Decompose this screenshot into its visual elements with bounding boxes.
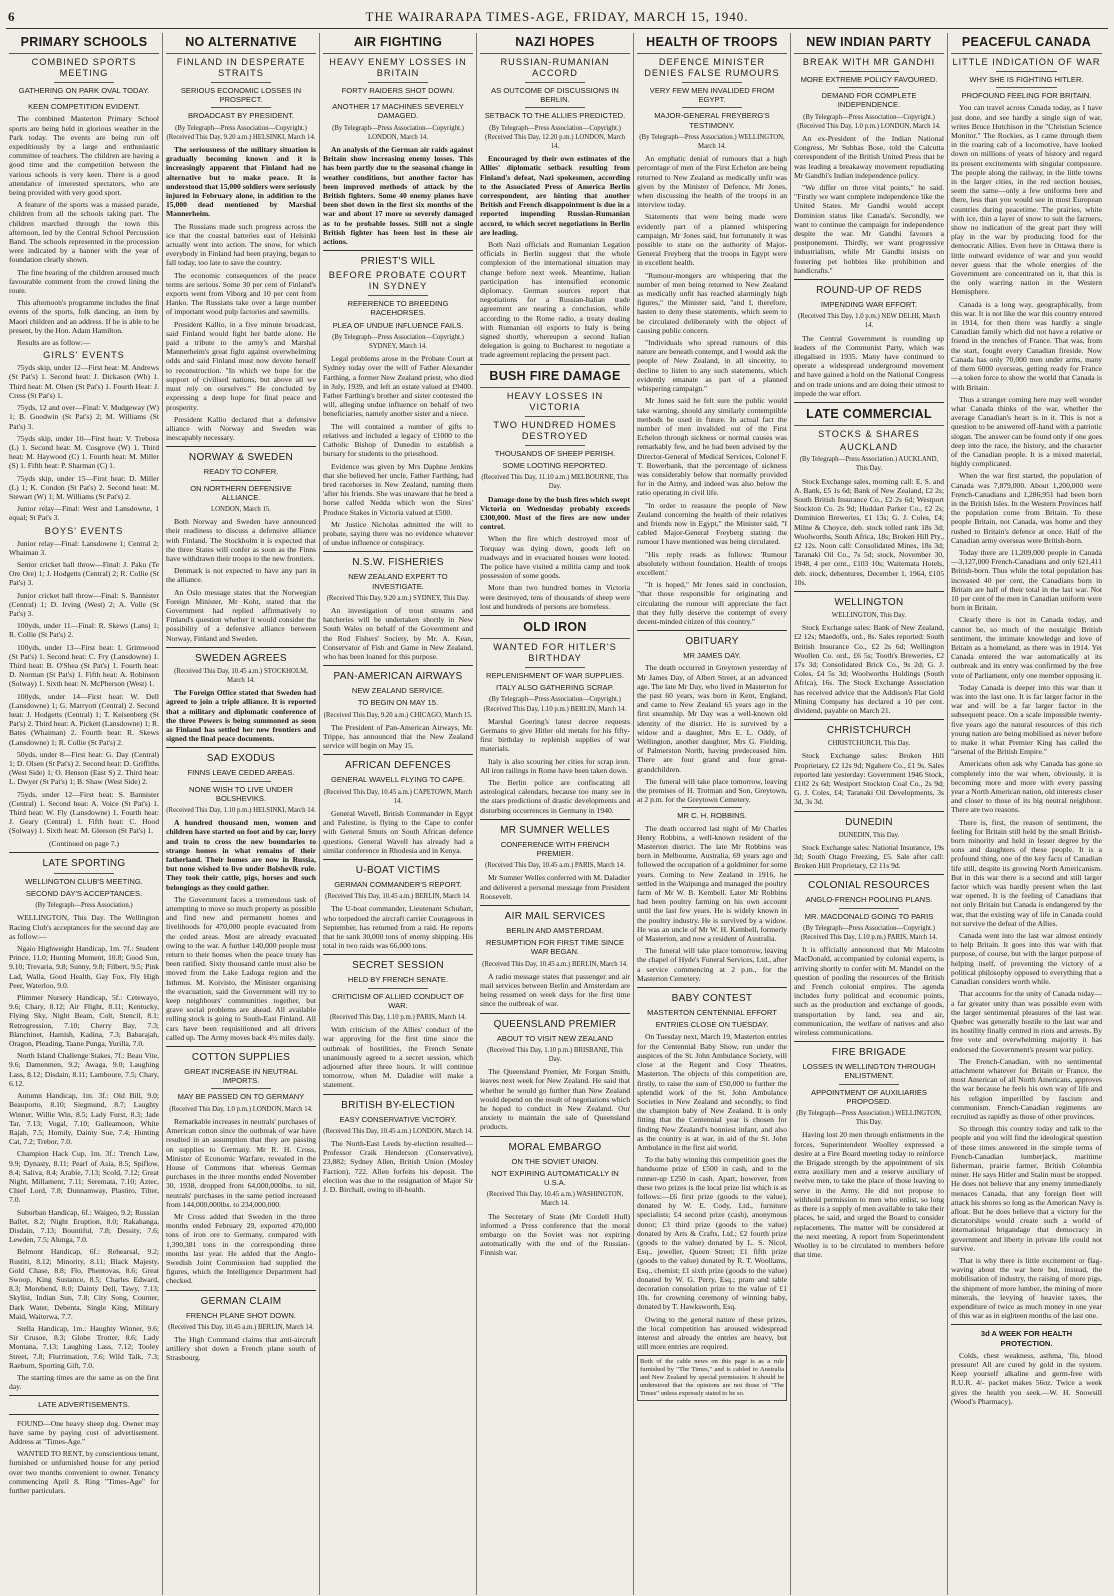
paragraph: The fine bearing of the children aroused much favourable comment from the crowd lining the route. [9, 267, 159, 296]
headline-health-of-troops: HEALTH OF TROOPS [637, 35, 787, 54]
result: Senior cricket ball throw—Final: J. Paku (Te Ore Ore) 1; J. Hodgetts (Central) 2; R. Collie (St Pat's) 3. [9, 559, 159, 588]
headline-u-boat: U-BOAT VICTIMS [355, 865, 441, 876]
paragraph: The President of Pan-American Airways, Mr. Trippe, has announced that the New Zealand service will begin on May 15. [323, 722, 473, 751]
credit: (Received This Day, 1.0 p.m.) NEW DELHI, March 14. [797, 313, 940, 330]
headline-nsw-fisheries: N.S.W. FISHERIES [352, 557, 444, 569]
subhead: SERIOUS ECONOMIC LOSSES IN PROSPECT. [180, 86, 302, 105]
subhead: FINNS LEAVE CEDED AREAS. [187, 768, 295, 778]
paragraph: Damage done by the bush fires which swept Victoria on Wednesday probably exceeds £300,000. Most of the fires are now under control. [480, 494, 630, 532]
credit: (Received This Day, 1.10 p.m.) PARIS, March 14. [329, 1014, 467, 1022]
column-1 [6, 33, 163, 1595]
subhead: ENTRIES CLOSE ON TUESDAY. [655, 1020, 769, 1030]
paragraph: President Kallio declared that a defensive alliance with Norway and Sweden was inescapably necessary. [166, 414, 316, 443]
paragraph: Owing to the general nature of these prizes, the local competition has aroused widespread interest and already the entries are heavy, but still more entries are required. [637, 1314, 787, 1352]
subhead: PROFOUND FEELING FOR BRITAIN. [961, 91, 1092, 101]
subhead: VERY FEW MEN INVALIDED FROM EGYPT. [649, 86, 775, 105]
paragraph: An ex-President of the Indian National Congress, Mr Subhas Bose, told the Calcutta correspondent of the British United Press that he was leading a breakaway movement repudiating Mr Gandhi's Indian independence policy. [794, 134, 944, 180]
subhead: NOT EXPIRING AUTOMATICALLY IN U.S.A. [491, 1168, 619, 1188]
paragraph: The French-Canadian, with no sentimental attachment whatever for Britain or France, the most American of all North Americans, approves the war because he feels his own way of life and his religion imperilled by fascism and communism. French-Canadian regiments are recruited as rapidly as those of other provinces. [951, 1056, 1102, 1121]
paragraph: When the fire which destroyed most of Torquay was dying down, goods left on roadways and in evacuated houses were looted. The police have visited a militia camp and took possession of some goods. [480, 534, 630, 581]
paragraph: An emphatic denial of rumours that a high percentage of men of the First Echelon are being returned to New Zealand as medically unfit was given by the Minister of Defence, Mr Jones, when discussing the health of the troops in an interview today. [637, 154, 787, 210]
paragraph: That accounts for the unity of Canada today—a far greater unity than was possible even with the larger sentimental pleasures of the last war. Quebec was generally hostile to the last war and its hostility finally centred in riots and arrests. By free vote and overwhelming majority it has endorsed the Government's present war policy. [951, 989, 1102, 1054]
paragraph: On Tuesday next, March 19, Masterton entries for the Centennial Baby Show, run under the auspices of the St. John Ambulance Society, will close at the Regent and Cosy Theatres, Masterton. The objects of this competition are, firstly, to raise the sum of £50,000 to further the splendid work of the St. John Ambulance Societies in New Zealand and secondly, to find the champion baby of New Zealand. It is only fitting that the Centennial year is chosen for finding New Zealand's bonniest infant, and also as the country is at war, in aid of the St. John Ambulance in the first aid world. [637, 1032, 787, 1152]
paragraph: The Government faces a tremendous task of attempting to move so much property as possible and find new and permanent homes and livelihoods for 470,000 people evacuated from the ceded areas. Most are already evacuated owing to the war. A further 140,000 people must return to their homes when the peace treaty has been ratified. Sixty thousand cattle must also be moved from the Lake Ladoga region and the Isthmus. M. Koivisto, the Minister organising the evacuation, said the Government will try to keep neighbours' communities together, but grave social problems are ahead. All available rolling stock is going to South-East Finland. All cars have been requisitioned and all drivers called up. The Army moves back 4½ miles daily. [166, 894, 316, 1042]
headline-dunedin: DUNEDIN [845, 816, 893, 828]
credit: (By Telegraph—Press Association—Copyright.) (Received This Day, 9.20 a.m.) HELSINKI, March 14. [166, 124, 316, 141]
headline-obituary: OBITUARY [685, 636, 739, 648]
paragraph: The economic consequences of the peace terms are serious. Some 30 per cent of Finland's exports went from Viborg and 10 per cent from Hanko. The Russians take over a large number of important wood pulp factories and sawmills. [166, 270, 316, 317]
headline-christchurch: CHRISTCHURCH [826, 725, 912, 737]
paragraph: Canada is a long way, geographically, from this war. It is not like the war this country entered in 1914, for then there was hardly a single Canadian family which did not have a relative or friend in the trenches of France. That was, from the start, fought every Canadian fireside. Now Canada has only 70,000 men under arms, many of them 6000 overseas, getting ready for France—a token force to show the world that Canada is with Britain. [951, 299, 1102, 392]
subhead: ANOTHER 17 MACHINES SEVERELY DAMAGED. [332, 102, 464, 121]
paragraph: "Individuals who spread rumours of this nature are beneath contempt, and I would ask the people of New Zealand, in all sincerity, to decline to listen to any such statements, which evidently emanate as part of a planned whispering campaign." [637, 338, 787, 394]
headline-by-election: BRITISH BY-ELECTION [341, 1099, 455, 1111]
headline-colonial-resources: COLONIAL RESOURCES [808, 880, 930, 892]
paragraph: When the war first started, the population of Canada was 7,879,000. About 1,200,000 were French-Canadians and 1,286,951 had been born in the British Isles. In the Western Provinces half the population come from Britain. To these people Britain, not Canada, was home and they rushed to Britain's defence at once. Half of the Canadian army overseas were British-born. [951, 471, 1102, 545]
paragraph: Autumn Handicap, 1m. 3f.: Old Bill, 9.0; Beauporto, 8.10; Siegmund, 8.7; Laughty Winner, Willie Win, 8.5; Lady Furst, 8.3; Jade Tar, 7.13; Vogal, 7.10; Galleamoon, White Rajah, 7.5; Homily, Dainty Sue, 7.4; Hunting Cat, 7.2; Trebor, 7.0. [9, 1091, 159, 1147]
paragraph: Italy is also scouring her cities for scrap iron. All iron railings in Rome have been taken down. [480, 756, 630, 775]
continued-note: (Continued on page 7.) [48, 838, 120, 848]
subhead: ITALY ALSO GATHERING SCRAP. [496, 683, 614, 693]
paragraph: Mr Justice Nicholas admitted the will to probate, saying there was no evidence whatever of undue influence or conspiracy. [323, 519, 473, 548]
subhead: IMPENDING WAR EFFORT. [820, 300, 918, 310]
subhead: ABOUT TO VISIT NEW ZEALAND [496, 1033, 614, 1043]
paragraph: An Oslo message states that the Norwegian Foreign Minister, Mr Koht, stated that the Government had replied affirmatively to Finland's question whether it would consider the possibility of a defensive alliance between Norway, Finland and Sweden. [166, 587, 316, 643]
credit: (By Telegraph—Press Association.) WELLINGTON, This Day. [796, 1110, 942, 1127]
headline-queensland-premier: QUEENSLAND PREMIER [493, 1018, 617, 1030]
paragraph: That is why there is little excitement or flag-waving about the war here but, instead, the mobilisation of industry, the raising of more pigs, the shipment of more lumber, the mining of more minerals, the levying of heavier taxes, the expenditure of twice as much money in one year of this war as in eighteen months of the last one. [951, 1255, 1102, 1321]
paragraph: Results are as follow:— [17, 338, 91, 348]
subhead: FINLAND IN DESPERATE STRAITS [176, 57, 306, 78]
subhead: SOME LOOTING REPORTED. [502, 460, 608, 470]
headline-norway-sweden: NORWAY & SWEDEN [188, 452, 294, 464]
credit: (Received This Day, 10.45 a.m.) BERLIN, March 14. [482, 960, 628, 968]
credit: (By Telegraph—Press Association.) WELLINGTON, March 14. [639, 133, 785, 151]
credit: (Received This Day, 11.10 a.m.) MELBOURNE, This Day. [481, 474, 629, 491]
subhead: MAY BE PASSED ON TO GERMANY [177, 1092, 305, 1102]
subhead: ANGLO-FRENCH POOLING PLANS. [805, 895, 933, 905]
paragraph: "It is hoped," Mr Jones said in conclusion, "that those responsible for originating and circulating the rumour will appreciate the fact that they fully deserve the contempt of every decent-minded citizen of this country." [637, 580, 787, 626]
headline-fire-brigade: FIRE BRIGADE [831, 1047, 907, 1059]
page-number: 6 [8, 9, 15, 24]
paragraph: Ngaio Highweight Handicap, 1m. 7f.: Student Prince, 11.0; Hunting Moment, 10.8; Good Sun, 9.10; Trevaria, 9.8; Sunny, 9.8; Filbert, 9.5; Pink Lad, Walla, Good Health, Gay Fox, Fly High Peer, Waterloo, 9.0. [9, 944, 159, 990]
result: 75yds, under 12—First heat: S. Bannister (Central) 1. Second heat: A. Voice (St Pat's) 1. Third heat: W. Fly (Lansdowne) 1. Fourth heat: J. Geary (Central) 1. Fifth heat: C. Hood (Solway) 1. Sixth heat: M. Gleeson (St Pat's) 1. [9, 789, 159, 836]
subhead: STOCKS & SHARES [818, 429, 920, 440]
subhead: REFERENCE TO BREEDING RACEHORSES. [347, 299, 449, 318]
paragraph: A radio message states that passenger and air mail services between Berlin and Amsterdam are being resumed on week days for the first time since the outbreak of war. [480, 971, 630, 1009]
subhead: HEAVY ENEMY LOSSES IN BRITAIN [329, 57, 467, 78]
subhead: RUSSIAN-RUMANIAN ACCORD [500, 57, 610, 78]
subhead: SECOND DAY'S ACCEPTANCES. [25, 889, 143, 899]
paragraph: The Queensland Premier, Mr Forgan Smith, leaves next week for New Zealand. He said that whether he would go further than New Zealand would depend on the result of negotiations which he hoped to conduct in New Zealand. Our anxiety to maintain the sale of Queensland products. [480, 1067, 630, 1132]
advertisement-heading: 3d A WEEK FOR HEALTH PROTECTION. [980, 1329, 1073, 1348]
paragraph: President Kallio, in a five minute broadcast, said Finland would fight her battle alone. He paid a tribute to the army's and Marshal Mannerheim's great fight against overwhelming odds and said Finland must now devote herself to reconstruction. "In which we hope for the support of civilised nations, but above all we must rely on ourselves." He concluded by expressing a deep hope for final peace and prosperity. [166, 319, 316, 412]
paragraph: Both Norway and Sweden have announced their readiness to discuss a defensive alliance with Finland. The Stockholm it is expected that the three States will confer as soon as the Finns have withdrawn their troops to the new frontiers. [166, 517, 316, 563]
column-3 [320, 33, 477, 1595]
result: Junior relay—Final: West and Lansdowne, 1 equal; St Pat's 3. [9, 504, 159, 523]
subhead: AS OUTCOME OF DISCUSSIONS IN BERLIN. [491, 86, 619, 105]
paragraph: The death occurred in Greytown yesterday of Mr James Day, of Albert Street, at an advanced age. The late Mr Day, who lived in Masterton for the past 60 years, was born in Kent, England, and came to New Zealand 65 years ago in the first steamship. Mr Day was a well-known old identity of the district. He is survived by a widow and a daughter, Mrs E. L. Oddy, of Wellington, another daughter, Mrs G. Fielding, of Palmerston North, having predeceased him. There are four grand and four great-grandchildren. [637, 663, 787, 774]
credit: (By Telegraph—Press Association—Copyright.) (Received This Day, 12.20 p.m.) LONDON, March 14. [484, 124, 626, 151]
headline-round-up-reds: ROUND-UP OF REDS [816, 285, 922, 297]
subhead: WELLINGTON CLUB'S MEETING. [25, 876, 143, 886]
subhead: GERMAN COMMANDER'S REPORT. [334, 880, 462, 889]
subhead: BEFORE PROBATE COURT IN SYDNEY [328, 270, 468, 292]
paragraph: The funeral will take place tomorrow, leaving the premises of H. Trotman and Son, Greytown, at 2 p.m. for the Greytown Cemetery. [637, 776, 787, 805]
credit: (Received This Day, 10.45 a.m.) PARIS, March 14. [485, 862, 625, 870]
subhead: REPLENISHMENT OF WAR SUPPLIES. [486, 670, 624, 680]
headline-air-fighting: AIR FIGHTING [323, 35, 473, 54]
subhead: HELD BY FRENCH SENATE. [347, 975, 449, 985]
credit: DUNEDIN, This Day. [838, 831, 900, 839]
headline-primary-schools: PRIMARY SCHOOLS [9, 35, 159, 54]
subhead: BROADCAST BY PRESIDENT. [187, 111, 295, 121]
paragraph: Champion Hack Cup, 1m. 3f.: Trench Law, 9.9; Dynasty, 8.11; Pearl of Asia, 8.5; Spiflow, 8.4; Saliva, 8.4; Arabie, 7.13; Scold, 7.12; Great Night, Millament, 7.11; Seremata, 7.10; Aztec, Chief Lord, 7.8; Dunnamway, Plastiro, Tilter, 7.0. [9, 1149, 159, 1205]
paragraph: Clearly there is not in Canada today, and cannot be, so much of the nostalgic British sentiment, the intimate knowledge and love of Britain as a homeland, as there was in 1914. Yet Canada entered the war automatically at its outbreak and its entry was confirmed by the free vote of Parliament, only one member opposing it. [951, 615, 1102, 680]
paragraph: An investigation of trout streams and hatcheries will be undertaken shortly in New South Wales on behalf of the Government and the Rod Fishers' Society, by Mr. A. Kean, Conservator of Fish and Game in New Zealand, who has been loaned for this purpose. [323, 605, 473, 661]
subhead: CONFERENCE WITH FRENCH PREMIER. [500, 839, 610, 858]
paragraph: The Foreign Office stated that Sweden had agreed to join a triple alliance. It is reported that a military and diplomatic conference of the three Powers is being summoned as soon as Finland has settled her new frontiers and signed the final peace documents. [166, 688, 316, 744]
headline-baby-contest: BABY CONTEST [671, 993, 753, 1005]
headline-nazi-hopes: NAZI HOPES [480, 35, 630, 54]
credit: (Received This Day, 10.45 a.m.) WASHINGTON, March 14. [486, 1191, 624, 1208]
paragraph: Belmont Handicap, 6f.: Rehearsal, 9.2; Rustiti, 8.12; Minority, 8.11; Black Majesty, Gold Chase, 8.8; Flo, Phentovas, 8.6; Great Swoop, King Sustance, 8.5; Charles Edward, 8.3; Morebend, 8.0; Dainty Dell, Tawy, 7.13; Skylist, Indian Sun, 7.8; City Song, Counter, Dark Water, Debenta, Single King, Military Maid, Waiterwa, 7.7. [9, 1247, 159, 1321]
subhead: TWO HUNDRED HOMES DESTROYED [493, 419, 617, 441]
paragraph: The funeral will take place tomorrow, leaving the chapel of Hyde's Funeral Services, Ltd., after a service commencing at 2 p.m., for the Masterton Cemetery. [637, 946, 787, 983]
paragraph: Canada went into the last war almost entirely to help Britain. It goes into this war with that purpose, of course, but with the larger purpose of helping itself, of preventing the victory of a political philosophy opposed to everything that a Canadian considers worth while. [951, 931, 1102, 987]
headline-old-iron: OLD IRON [480, 620, 630, 639]
paragraph: "We differ on three vital points," he said. "Firstly we want complete independence like the United States. Mr Gandhi would accept Dominion status like Canada's. Secondly, we want to continue the campaign for independence despite the war. Mr Gandhi favours a postponement. Thirdly, we want progressive industrialism, while Mr Gandhi insists on fostering pet hobbies like prohibition and handicrafts." [794, 183, 944, 275]
advertisement: FOUND—One heavy sheep dog. Owner may have same by paying cost of advertisement. Address at "Times-Age." [9, 1418, 159, 1446]
subhead: NEW ZEALAND EXPERT TO INVESTIGATE. [348, 572, 448, 591]
credit: (Received This Day, 9.20 a.m.) CHICAGO, March 15. [323, 711, 473, 719]
paragraph: Both Nazi officials and Rumanian Legation officials in Berlin suggest that the whole complexion of the international situation may change before next week. Meantime, Italian participation has intensified economic diplomacy. German sources report that negotiations for a Russian-Italian trade agreement are nearing a conclusion, while according to the Rome radio, a treaty dealing with Rumanian oil exports to Italy is being signed shortly, whereupon a second Italian delegation is going to Bucharest to negotiate a trade agreement replacing the present pact. [480, 240, 630, 360]
advertisement: WANTED TO RENT, by conscientious tenant, furnished or unfurnished house for any period over two months convenient to owner. Tenancy commencing April 8. Ring "Times-Age" for further particulars. [9, 1449, 159, 1496]
headline-cotton-supplies: COTTON SUPPLIES [191, 1052, 291, 1064]
column-6 [791, 33, 948, 1595]
subhead: SETBACK TO THE ALLIES PREDICTED. [484, 111, 626, 121]
subhead: THOUSANDS OF SHEEP PERISH. [494, 448, 616, 458]
subhead: MASTERTON CENTENNIAL EFFORT [647, 1008, 777, 1018]
paragraph: The Secretary of State (Mr Cordell Hull) informed a Press conference that the moral embargo on the Soviet was not expiring automatically with the end of the Russian-Finnish war. [480, 1211, 630, 1258]
credit: CHRISTCHURCH, This Day. [827, 740, 911, 748]
headline-new-indian-party: NEW INDIAN PARTY [794, 35, 944, 54]
credit: WELLINGTON, This Day. [831, 611, 907, 619]
paragraph: Stella Handicap, 1m.: Haughty Winner, 9.6; Sir Crusoe, 8.3; Globe Trotter, 8.6; Lady Montana, 7.13; Laughing Lass, 7.12; Tooley Street, 7.8; Flurrimation, 7.6; Wild Talk, 7.3; Raeburn, Sporting Gift, 7.0. [9, 1323, 159, 1370]
subhead: MORE EXTREME POLICY FAVOURED. [800, 75, 938, 84]
paragraph: The Berlin police are confiscating all astrological calendars, because too many see in the stars predictions of drastic developments and disturbing occurrences in Germany in 1940. [480, 777, 630, 815]
headline-german-claim: GERMAN CLAIM [200, 1295, 282, 1307]
cable-notice: Both of the cable news on this page is as a rule furnished by "The Times," and is cabled to Australia and New Zealand by special permission. It should be understood that the opinions are not those of "The Times" unless expressly stated to be so. [637, 1355, 787, 1401]
subhead: ON NORTHERN DEFENSIVE ALLIANCE. [190, 483, 292, 502]
headline-secret-session: SECRET SESSION [352, 960, 444, 972]
credit: (Received This Day, 1.0 p.m.) LONDON, March 14. [169, 1105, 313, 1113]
subhead: WANTED FOR HITLER'S BIRTHDAY [493, 641, 617, 663]
subhead: BERLIN AND AMSTERDAM. [506, 926, 604, 935]
credit: (Received This Day, 10.45 a.m.) CAPETOWN, March 14. [323, 788, 473, 805]
subhead: GREAT INCREASE IN NEUTRAL IMPORTS. [184, 1067, 298, 1086]
credit: (By Telegraph—Press Association.) [35, 902, 133, 910]
paragraph: Today there are 11,209,000 people in Canada—3,127,000 French-Canadians and only 621,411 British-born. Thus while the total population has increased 40 per cent, the Canadians born in Britain are half of their total in the last war. Not 10 per cent of the men in Canadian uniform were born in Britain. [951, 547, 1102, 613]
paragraph: Denmark is not expected to have any part in the alliance. [166, 566, 316, 585]
subhead: EASY CONSERVATIVE VICTORY. [339, 1114, 457, 1124]
credit: (By Telegraph—Press Association.) AUCKLAND, This Day. [799, 456, 939, 473]
paragraph: It is officially announced that Mr Malcolm MacDonald, accompanied by colonial experts, is arriving shortly to confer with M. Mandel on the question of pooling the resources of the British and French colonial empires. The agenda includes forty political and economic points, such as the production and exchange of goods, transportation by land, sea and air, communication, the welfare of natives and also wireless communications. [794, 945, 944, 1038]
subhead: MR. MACDONALD GOING TO PARIS [804, 911, 934, 921]
paragraph: To the baby winning this competition goes the handsome prize of £500 in cash, and to the runner-up £250 in cash. Apart, however, from these two prizes is the local prize list which is as follows:—£6 first prize (goods to the value), donated by W. E. Cody, Ltd., furniture specialists; £4 second prize (cash), anonymous donor; £3 third prize (goods to the value) donated by Arts & Crafts, Ltd.; £2 fourth prize (goods to the value) donated by L. S. Nicol, Esq., jeweller, Queen Street; £1 fifth prize (goods to the value) donated by R. T. Woollams, Esq., chemist; £1 sixth prize (goods to the value) donated by W. G. Perry, Esq.; pram and table decoration consolation prize to the value of £1 10s. for crowning ceremony of winning baby, donated by T. Hawksworth, Esq. [637, 1155, 787, 1312]
headline-sumner-welles: MR SUMNER WELLES [500, 824, 610, 836]
subhead: AUCKLAND [839, 442, 899, 453]
paragraph: A hundred thousand men, women and children have started on foot and by car, lorry and train to cross the new boundaries to strange homes in what remains of their fatherland. Their homes are now in Russia, but none wished to live under Bolshevik rule. They took their cattle, pigs, horses and such belongings as they could gather. [166, 818, 316, 892]
paragraph: WELLINGTON, This Day. The Wellington Racing Club's acceptances for the second day are as follow:— [9, 913, 159, 941]
paragraph: Having lost 20 men through enlistments in the forces, Superintendent Woolley expressed a desire at a Fire Board meeting today to reinforce the Brigade strength by the appointment of six extra auxiliary men and a reserve auxiliary of twelve men, to take the place of those leaving to serve in the Army. He did not propose to withhold permission to men who enlist, so long as there is a supply of men available to take their places, he said, and urged the Board to consider replacements. The matter will be considered at the next meeting. A report from Superintendent Woolley is to be circulated to members before that time. [794, 1130, 944, 1260]
paragraph: Thus a stranger coming here may well wonder what Canada thinks of the war, whether the average Canadian's heart is in it. This is not a question to be answered off-hand with a patriotic slogan. The answer can be found only if one goes deep into the race, the history, and the character of the Canadian people. It is a mixed material, highly complicated. [951, 394, 1102, 469]
paragraph: Mr Cross added that Sweden in the three months ended February 29, exported 470,000 tons of iron ore to Germany, compared with 1,390,381 tons in the corresponding three months last year. He added that the Anglo-Swedish Joint Commission had supplied the figures, which the Intelligence Department had checked. [166, 1211, 316, 1286]
subhead: RESUMPTION FOR FIRST TIME SINCE WAR BEGAN. [485, 938, 625, 957]
headline-wellington: WELLINGTON [834, 596, 904, 608]
column-7 [948, 33, 1105, 1595]
headline-no-alternative: NO ALTERNATIVE [166, 35, 316, 54]
advertisement: Colds, chest weakness, asthma, 'flu, blood pressure! All are cured by gold in the system. Keep yourself alkaline and germ-free with R.U.R. 4/- packet makes 56oz. Twice a week gives the health you seek.—W. H. Snowsill (Wood's Pharmacy). [951, 1350, 1102, 1406]
paragraph: Stock Exchange sales: National Insurance, 19s 3d; South Otago Freezing, £5. Sale after call: Broken Hill Proprietary, £2 11s 9d. [794, 842, 944, 871]
result: 75yds skip, under 15—First heat: D. Miller (L) 1; K. Condon (St Pat's) 2. Second heat: M. Stewart (W) 1; M. Williams (St Pat's) 2. [9, 473, 159, 501]
paragraph: So through this country today and talk to the people and you will find the ideological question of these times answered in the simple terms of French-Canadian lumberjack, maritime fisherman, prairie farmer, British Columbia miner. He says Hitler and Stalin must be stopped. He does not believe that any enemy immediately menaces Canada, that any foreign fleet will attack his shores so long as the American Navy is afloat. But he does believe that a victory for the dictatorships would create such a world of international brigandage that democracy in government and liberty in private life could not survive. [951, 1124, 1102, 1253]
credit: (Received This Day, 1.10 p.m.) HELSINKI, March 14. [166, 807, 316, 814]
paragraph: Stock Exchange sales: Broken Hill Proprietary, £2 12s 9d; Ngahere Co., £1 9s. Sales reported late yesterday: Government 1946 Stock, £102 2s 6d; Westport Stockton Coal Co., 2s 9d; G. J. Coles, £4; Taranaki Oil Developments, 3s 3d, 3s 3d. [794, 751, 944, 807]
paragraph: General Wavell, British Commander in Egypt and Palestine, is flying to the Cape to confer with General Smuts on South African defence questions. General Wavell has already had a similar conference in Rhodesia and in Kenya. [323, 808, 473, 855]
paragraph: Marshal Goering's latest decree requests Germans to give Hitler old metals for his fifty-first birthday to replenish supplies of war materials. [480, 716, 630, 754]
paragraph: The combined Masterton Primary School sports are being held in glorious weather in the Park today. The events are being run off expeditiously by a large and enthusiastic committee of teachers. The children are having a good time and the competition between the various schools is very keen. There is a good attendance of interested spectators, who are being provided with very good sport. [9, 114, 159, 198]
result: 75yds skip, under 12—First heat: M. Andrews (St Pat's) 1. Second heat: J. Dickason (Wh) 1. Third heat: M. Olsen (St Pat's) 1. Fourth Heat: J. Cress (St Pat's) 1. [9, 363, 159, 400]
credit: (Received This Day, 9.20 a.m.) SYDNEY, This Day. [326, 594, 470, 602]
paragraph: The High Command claims that anti-aircraft artillery shot down a French plane south of Strasbourg. [166, 1334, 316, 1363]
paragraph: The death occurred last night of Mr Charles Henry Robbins, a well-known resident of the Masterton district. The late Mr Robbins was born in Melbourne, Australia, 69 years ago and followed the occupation of a goldminer for some years. Coming to New Zealand in 1916, he settled in the Waipunga and managed the poultry farm of Mr W. B. Kembell. Later Mr Robbins had been poultry farming on his own account until the last few years. He is widely known in the poultry industry. He is survived by a widow. He was an uncle of Mr W. H. Kembell, formerly of Masterton, and now a resident of Australia. [637, 823, 787, 944]
paragraph: "His reply reads as follows: 'Rumour absolutely without foundation. Health of troops excellent.' [637, 549, 787, 577]
result: 75yds, 12 and over—Final: V. Mudgeway (W) 1; B. Goodwin (St Pat's) 2; M. Williams (St Pat's) 3. [9, 403, 159, 431]
headline-sad-exodus: SAD EXODUS [206, 753, 276, 765]
section-heading: GIRLS' EVENTS [43, 350, 125, 361]
subhead: FORTY RAIDERS SHOT DOWN. [341, 86, 455, 95]
credit: (Received This Day, 10.45 a.m.) BERLIN, March 14. [325, 893, 471, 901]
paragraph: This afternoon's programme includes the final events of the sports, folk dancing, an item by Maori children and an address. If he is able to be present, by the Hon. Adam Hamilton. [9, 298, 159, 335]
masthead [6, 6, 1108, 29]
result: Junior relay—Final: Lansdowne 1; Central 2; Whaiman 3. [9, 538, 159, 557]
subhead: TO BEGIN ON MAY 15. [357, 698, 439, 708]
credit: (By Telegraph—Press Association—Copyright.) LONDON, March 14. [332, 124, 464, 141]
result: 50yds, under 8—First heat: G. Day (Central) 1; D. Olsen (St Pat's) 2. Second heat: D. Griffiths (West Side) 1; O. Henson (East S) 2. Third heat: L. Dwyer (St Pat's) 1; B. Shaw (West Side) 2. [9, 749, 159, 787]
headline-sweden-agrees: SWEDEN AGREES [195, 652, 287, 664]
paragraph: The starting times are the same as on the first day. [9, 1372, 159, 1392]
subhead: ON THE SOVIET UNION. [511, 1156, 599, 1166]
credit: (By Telegraph—Press Association—Copyright.) (Received This Day, 1.0 p.m.) LONDON, March 14. [797, 113, 941, 130]
result: Junior cricket ball throw—Final: S. Bannister (Central) 1; D. Irving (West) 2; A. Volle (St Pat's) 3. [9, 590, 159, 618]
headline-air-mail: AIR MAIL SERVICES [504, 911, 606, 922]
paragraph: The Central Government is rounding up leaders of the Communist Party, which was illegalised in 1935. Many have continued to operate a widespread underground movement and have gained a hold on the National Congress and on trade unions and are doing their utmost to impede the war effort. [794, 333, 944, 398]
paragraph: Plimmer Nursery Handicap, 5f.: Cetewayo, 9.6; Chary, 8.12; Air Flight, 8.11; Kentucky, Flying Sky, Night Beam, Colt, Stencil, 8.1; Retrogression, 7.10; Cherry Bay, 7.3; Blanchinet, Hamish, Kadina, 7.3; Babarajah, Oragon, Pleading, Taane Punga, Yurilla, 7.0. [9, 993, 159, 1049]
credit: (By Telegraph—Press Association—Copyright.) SYDNEY, March 14. [332, 333, 464, 351]
headline-peaceful-canada: PEACEFUL CANADA [951, 35, 1102, 54]
paragraph: Americans often ask why Canada has gone so completely into the war when, obviously, it is becoming more and more with every passing year a North American nation, old interests closer and closer to those of its big neutral neighbour. There are two reasons. [951, 759, 1102, 815]
paragraph: An analysis of the German air raids against Britain show increasing enemy losses. This has been partly due to the seasonal change in weather conditions, but another factor has been improved methods of attack by the British fighters. Some 40 enemy planes have been shot down in the first six months of the war and about 17 more so severely damaged as to be probable losses. Still not a single British fighter has been lost in these air actions. [323, 145, 473, 247]
credit: (By Telegraph—Press Association—Copyright.) (Received This Day, 1.10 p.m.) PARIS, March 14. [800, 924, 938, 942]
paragraph: Encouraged by their own estimates of the Allies' diplomatic setback resulting from Finland's defeat, Nazi spokesmen, according to the Associated Press of America Berlin correspondent, are hinting that another British and French disappointment is due in a reported impending Russian-Rumanian accord, to which secret negotiations in Berlin are leading. [480, 154, 630, 237]
headline-bush-fire: BUSH FIRE DAMAGE [480, 369, 630, 388]
result: 100yds, under 14—First heat: W. Dell (Lansdowne) 1; G. Marryott (Central) 2. Second heat: J. Hodgetts (Central) 1; T. Keisenberg (St Pat's) 2. Third heat: A. Pickett (Lansdowne) 1; R. Bates (Whaiman) 2. Fourth heat: R. Skews (Lansdowne) 1; R. Collie (St Pat's) 2. [9, 691, 159, 747]
paragraph: A feature of the sports was a massed parade, children from all the schools taking part. The children marched through the town this afternoon, led by the Central School Percussion Band. The schools represented in the procession were indicated by a banner with the year of foundation clearly shown. [9, 200, 159, 265]
paragraph: Mr Jones said he felt sure the public would take warning, should any similarly contemptible methods be used in future. In actual fact the number of men invalided out of the First Echelon through sickness or normal causes was remarkably few, and he had been advised by the Director-General of Medical Services, Colonel F. T. Bowerbank, that the percentage of sickness was considerably below that normally provided for in the Army, and indeed was also below the ratio operating in civil life. [637, 396, 787, 498]
credit: (Received This Day, 1.10 p.m.) BRISBANE, This Day. [487, 1046, 623, 1064]
column-2 [163, 33, 320, 1595]
credit: (Received This Day, 10.45 a.m.) LONDON, March 14. [323, 1127, 473, 1135]
late-advertisements-heading: LATE ADVERTISEMENTS. [38, 1400, 130, 1410]
subhead: NEW ZEALAND SERVICE. [351, 686, 445, 696]
paragraph: Evidence was given by Mrs Daphne Jenkins that she believed her uncle, Father Farthing, had bred racehorses in New Zealand, naming them 'after his friends. She was unaware that he bred a horse called Nedda which won the Sires' Produce Stakes in Victoria valued at £500. [323, 461, 473, 517]
paragraph: The U-boat commander, Lieutenant Schuhart, who torpedoed the aircraft carrier Courageous in September, has returned from a raid. He reports that he sank 30,000 tons of enemy shipping. His total in two raids was 66,000 tons. [323, 904, 473, 951]
paragraph: Mr Sumner Welles conferred with M. Daladier and delivered a personal message from President Roosevelt. [480, 873, 631, 901]
subhead: NONE WISH TO LIVE UNDER BOLSHEVIKS. [189, 784, 293, 803]
paragraph: Legal problems arose in the Probate Court at Sydney today over the will of Father Alexander Farthing, a former New Zealand priest, who died in July, 1939, and left an estate valued at £9400. Father Farthing's brother and sister contested the will, alleging undue influence on behalf of two beneficiaries, namely another sister and a niece. [323, 354, 473, 419]
credit: (Received This Day, 10.45 a.m.) BERLIN, March 14. [168, 1323, 314, 1331]
subhead: DEMAND FOR COMPLETE INDEPENDENCE. [821, 91, 917, 110]
column-5 [634, 33, 791, 1595]
subhead: DEFENCE MINISTER DENIES FALSE RUMOURS [644, 57, 780, 78]
subhead: MAJOR-GENERAL FREYBERG'S TESTIMONY. [654, 111, 770, 130]
paragraph: Today Canada is deeper into this war than it was into the last one. It is far larger factor in the war and will be a far larger factor in the subsequent peace. On a scale impossible twenty-five years ago the natural resources of this rich young nation are being mobilised as never before to make it what Premier King has called the "arsenal of the British Empire." [951, 682, 1102, 757]
subhead: CRITICISM OF ALLIED CONDUCT OF WAR. [332, 991, 464, 1010]
subhead: APPOINTMENT OF AUXILIARIES PROPOSED. [811, 1087, 927, 1106]
subhead: KEEN COMPETITION EVIDENT. [28, 102, 140, 112]
result: 75yds skip, under 10—First heat: V. Trebosa (L) 1. Second heat: M. Cosgrove (W) 1. Third heat: M. Haywood (C) 1. Fourth heat: M. Miller (S) 1. Fifth heat: P. Sharman (C) 1. [9, 433, 159, 471]
section-heading: BOYS' EVENTS [44, 525, 124, 536]
headline-late-sporting: LATE SPORTING [42, 857, 126, 869]
paragraph: Remarkable increases in neutrals' purchases of American cotton since the outbreak of war have resulted in an assumption that they are passing on supplies to Germany. Mr R. H. Cross, Minister of Economic Warfare, revealed in the House of Commons that whereas German purchases in the three months ended November 30, 1938, dropped from 64,000,000lbs. to nil, neutrals' purchases in the same period increased from 144,000,000lbs. to 234,000,000. [166, 1116, 316, 1209]
subhead: GATHERING ON PARK OVAL TODAY. [18, 86, 150, 95]
paragraph: There is, first, the reason of sentiment, the feeling for Britain still held by the small British-born minority and held in lesser degree by the sons and daughters of these people. It is a profound thing, one of the key facts of Canadian life still, despite its growing North Americanism. But in this war there is a second and still larger factor which was hardly present when the last war opened. It is the feeling of Canadians that not only Britain but Canada is endangered by the war, that the existing way of life in Canada could not survive the defeat of the Allies. [951, 817, 1102, 928]
subhead: MR JAMES DAY. [683, 651, 741, 661]
result: 100yds, under 11—Final: R. Skews (Lans) 1; R. Collie (St Pat's) 2. [9, 621, 159, 640]
subhead: BREAK WITH MR GANDHI [802, 57, 936, 67]
paragraph: The seriousness of the military situation is gradually becoming known and it is increasingly apparent that Finland had no alternative but to make peace. It is understood that 15,000 soldiers were seriously injured in February alone, in addition to the 15,000 dead mentioned by Marshal Mannerheim. [166, 145, 316, 219]
paragraph: You can travel across Canada today, as I have just done, and see hardly a single sign of war, writes Bruce Hutchison in the "Christian Science Monitor." The Rockies, as I came through them in the roaring cab of a locomotive, have looked down on millions of years of history and regard its present excitements with singular composure. The people along the railway, in the little towns in the larger cities, in the red section houses, seem the same—only a few uniforms here and there, less than you would see in most European countries during peacetime. The prairies, white with ice, thin a layer of snow to suit the farmers, show no indication of the great part they will play in the war by producing food for the democratic Allies. Even here in Ottawa there is little outward evidence of war and you would never guess that the whole energies of the Government are concentrated on it, that this is the only warring nation in the Western Hemisphere. [951, 103, 1102, 297]
paragraph: The Russians made such progress across the ice that the coastal batteries east of Helsinki actually went into action. The snow, for which everybody in Finland had been praying, began to fall today, too late to save the country. [166, 221, 316, 268]
paragraph: More than two hundred homes in Victoria were destroyed, tens of thousands of sheep were lost and hundreds of persons are homeless. [480, 583, 630, 611]
paragraph: Stock Exchange sales: Bank of New Zealand, £2 12s; Maedoffs, ord., 8s. Sales reported: South British Insurance Co., £2 2s 6d; Wellington Woollen Co. ord., £6 5s; Tooth's Breweries, £2 17s 3d; Consolidated Brick Co., 9s 2d; G. J. Coles, £4 5s 3d; Woolworths Holdings (South Africa), 16s. The Stock Exchange Association has received advice that the Addison's Flat Gold Mining Company has declared a 10 per cent. dividend, payable on March 21. [794, 623, 944, 715]
masthead-title: THE WAIRARAPA TIMES-AGE, FRIDAY, MARCH 15, 1940. [365, 9, 749, 24]
paragraph: "In order to reassure the people of New Zealand concerning the health of their relatives and friends now in Egypt," the Minister said, "I cabled Major-General Freyberg stating the rumour I have mentioned was being circulated. [637, 500, 787, 547]
paragraph: The will contained a number of gifts to relatives and included a legacy of £1000 to the Catholic Bishop of Dunedin to establish a bursary for students to the priesthood. [323, 421, 473, 459]
subhead: LITTLE INDICATION OF WAR [952, 57, 1101, 67]
paragraph: North Island Challenge Stakes, 7f.: Beau Vite, 9.6; Damenmen, 9.2; Awaga, 9.0; Laughing Lass, 8.12; Disdain, 8.11; Lamboure, 7.5; Chary, 6.12. [9, 1051, 159, 1088]
subhead: PLEA OF UNDUE INFLUENCE FAILS. [332, 320, 464, 330]
subhead: COMBINED SPORTS MEETING [31, 57, 137, 78]
credit: (Received This Day, 10.45 a.m.) STOCKHOLM, March 14. [174, 667, 308, 684]
subhead: READY TO CONFER. [203, 467, 279, 477]
paragraph: "Rumour-mongers are whispering that the number of men being returned to New Zealand as medically unfit has reached alarmingly high figures," the Minister said, "and I, therefore, hasten to deny these statements, which seem to be circulated deliberately with the object of causing public concern. [637, 270, 787, 335]
subhead: LOSSES IN WELLINGTON THROUGH ENLISTMENT. [802, 1062, 936, 1081]
subhead: GENERAL WAVELL FLYING TO CAPE. [330, 775, 466, 785]
headline-late-commercial: LATE COMMERCIAL [794, 407, 944, 426]
subhead: FRENCH PLANE SHOT DOWN. [186, 1310, 296, 1320]
subhead: MR C. H. ROBBINS. [677, 811, 747, 821]
headline-priests-will: PRIEST'S WILL [360, 256, 436, 268]
paragraph: Stock Exchange sales, morning call: E. S. and A. Bank, £5 1s 6d; Bank of New Zealand, £2 2s; South British Insurance Co., £2 2s 6d; Westport Stockton Co. 2s 9d; Huddart Parker Co., £2 2s; Dominion Breweries, £1 13s; G. J. Coles, £4; Milne & Choyce, deb. stock tolled rank 18s 3d; Woolworths, South Africa, 18s; Broken Hill Pty., £2 12s. Noon call: Consolidated Mines, 18s 3d; Taranaki Oil Co., 7s 5d; stock, November 30, 1948, 4 per cent., £103 10s; Waitemata Hotels, deb. stock, debentures, December 1, 1964, £105 10s. [794, 476, 944, 587]
headline-african-defences: AFRICAN DEFENCES [345, 760, 451, 772]
paragraph: With criticism of the Allies' conduct of the war approving for the first time since the outbreak of hostilities, the French Senate unanimously agreed to a secret session, which adjourned after three hours. It will continue tomorrow, when M. Daladier will make a statement. [323, 1025, 473, 1090]
column-4 [477, 33, 634, 1595]
credit: (By Telegraph—Press Association—Copyright.) (Received This Day, 1.10 p.m.) BERLIN, March 14. [483, 696, 627, 713]
headline-moral-embargo: MORAL EMBARGO [508, 1141, 602, 1153]
subhead: WHY SHE IS FIGHTING HITLER. [969, 75, 1084, 84]
subhead: HEAVY LOSSES IN VICTORIA [506, 390, 604, 412]
credit: LONDON, March 15. [210, 505, 272, 513]
headline-pan-american: PAN-AMERICAN AIRWAYS [333, 671, 463, 683]
paragraph: The North-East Leeds by-election resulted—Professor Craik Henderson (Conservative), 23,882; Sydney Allen, British Union (Mosley Faction), 722. Allen forfeits his deposit. The election was due to the resignation of Major Sir J. D. Birchall, owing to ill-health. [323, 1139, 473, 1195]
paragraph: Statements that were being made were evidently part of a planned whispering campaign, Mr Jones said, but fortunately it was possible to state on the authority of Major-General Freyberg that the troops in Egypt were in excellent health. [637, 212, 787, 268]
result: 100yds, under 13—First heat: I. Grimwood (St Pat's) 1. Second heat: C. Fry (Lansdowne) 1. Third heat: B. O'Shea (St Pat's) 1. Fourth heat: D. Norman (St Pat's) 1. Fifth heat: A. Robinson (Solway) 1. Sixth heat: N. McPherson (West) 1. [9, 642, 159, 689]
paragraph: Suburban Handicap, 6f.: Waigeo, 9.2; Russian Ballet, 8.2; Night Eruption, 8.0; Rakahanga, Disdain, 7.13; Bountiful, 7.8; Dessity, 7.6; Lewden, 7.5; Alunga, 7.0. [9, 1207, 159, 1245]
